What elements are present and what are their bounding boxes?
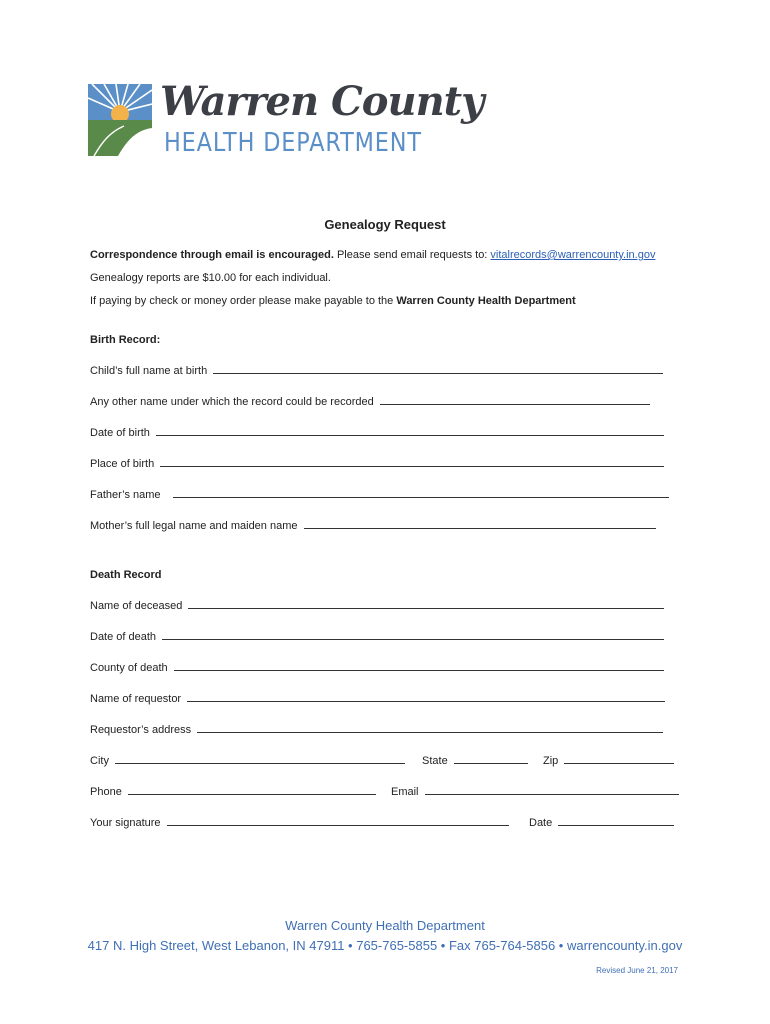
zip-input[interactable] (564, 754, 674, 764)
email-input[interactable] (425, 785, 679, 795)
county-of-death-field (90, 661, 664, 674)
mothers-name-field (90, 519, 656, 532)
signature-input[interactable] (167, 816, 509, 826)
payable-line (90, 295, 576, 307)
state-field (422, 754, 528, 767)
email-field (391, 785, 679, 798)
state-input[interactable] (454, 754, 528, 764)
field-label: Name of requestor (90, 693, 182, 705)
footer-address: 417 N. High Street, West Lebanon, IN 47911 • 765-765-5855 • Fax 765-764-5856 • warrencounty.in.gov (87, 938, 683, 953)
other-name-field (90, 395, 650, 408)
name-of-requestor-field (90, 692, 665, 705)
date-of-death-input[interactable] (162, 630, 664, 640)
name-of-requestor-input[interactable] (187, 692, 665, 702)
signature-field (90, 816, 509, 829)
field-label: State (422, 755, 448, 767)
intro-bold: Correspondence through email is encouraged. (90, 249, 334, 261)
field-label: Phone (90, 786, 122, 798)
city-input[interactable] (115, 754, 405, 764)
field-label: Any other name under which the record could be recorded (90, 396, 374, 408)
childs-name-field (90, 364, 663, 377)
field-label: City (90, 755, 109, 767)
field-label: County of death (90, 662, 168, 674)
field-label: Child’s full name at birth (90, 365, 208, 377)
requestor-address-input[interactable] (197, 723, 663, 733)
phone-field (90, 785, 376, 798)
form-title: Genealogy Request (324, 217, 446, 232)
field-label: Mother’s full legal name and maiden name (90, 520, 298, 532)
requestor-address-field (90, 723, 663, 736)
fee-line: Genealogy reports are $10.00 for each individual. (90, 272, 331, 284)
name-of-deceased-field (90, 599, 664, 612)
logo-mark-icon (88, 84, 152, 156)
field-label: Father’s name (90, 489, 161, 501)
childs-name-input[interactable] (213, 364, 663, 374)
city-field (90, 754, 405, 767)
payable-bold: Warren County Health Department (396, 295, 576, 307)
field-label: Requestor’s address (90, 724, 192, 736)
org-title: Warren County (160, 78, 484, 125)
date-input[interactable] (558, 816, 674, 826)
email-link[interactable]: vitalrecords@warrencounty.in.gov (490, 249, 656, 261)
date-of-birth-input[interactable] (156, 426, 664, 436)
field-label: Date of birth (90, 427, 150, 439)
field-label: Zip (543, 755, 559, 767)
field-label: Place of birth (90, 458, 155, 470)
logo (88, 78, 484, 162)
field-label: Date (529, 817, 553, 829)
other-name-input[interactable] (380, 395, 650, 405)
name-of-deceased-input[interactable] (188, 599, 664, 609)
place-of-birth-field (90, 457, 664, 470)
county-of-death-input[interactable] (174, 661, 664, 671)
date-field (529, 816, 674, 829)
place-of-birth-input[interactable] (160, 457, 664, 467)
mothers-name-input[interactable] (304, 519, 656, 529)
phone-input[interactable] (128, 785, 376, 795)
field-label: Email (391, 786, 419, 798)
field-label: Your signature (90, 817, 161, 829)
death-record-heading: Death Record (90, 569, 162, 581)
zip-field (543, 754, 674, 767)
intro-rest: Please send email requests to: (333, 249, 491, 261)
payable-text: If paying by check or money order please make payable to the (90, 295, 397, 307)
field-label: Date of death (90, 631, 157, 643)
footer-org-name: Warren County Health Department (285, 918, 485, 933)
revised-date: Revised June 21, 2017 (596, 966, 678, 975)
fathers-name-field (90, 488, 669, 501)
field-label: Name of deceased (90, 600, 183, 612)
org-subtitle: HEALTH DEPARTMENT (164, 128, 422, 158)
fathers-name-input[interactable] (173, 488, 669, 498)
birth-record-heading: Birth Record: (90, 334, 161, 346)
intro-line (90, 249, 655, 261)
date-of-birth-field (90, 426, 664, 439)
date-of-death-field (90, 630, 664, 643)
